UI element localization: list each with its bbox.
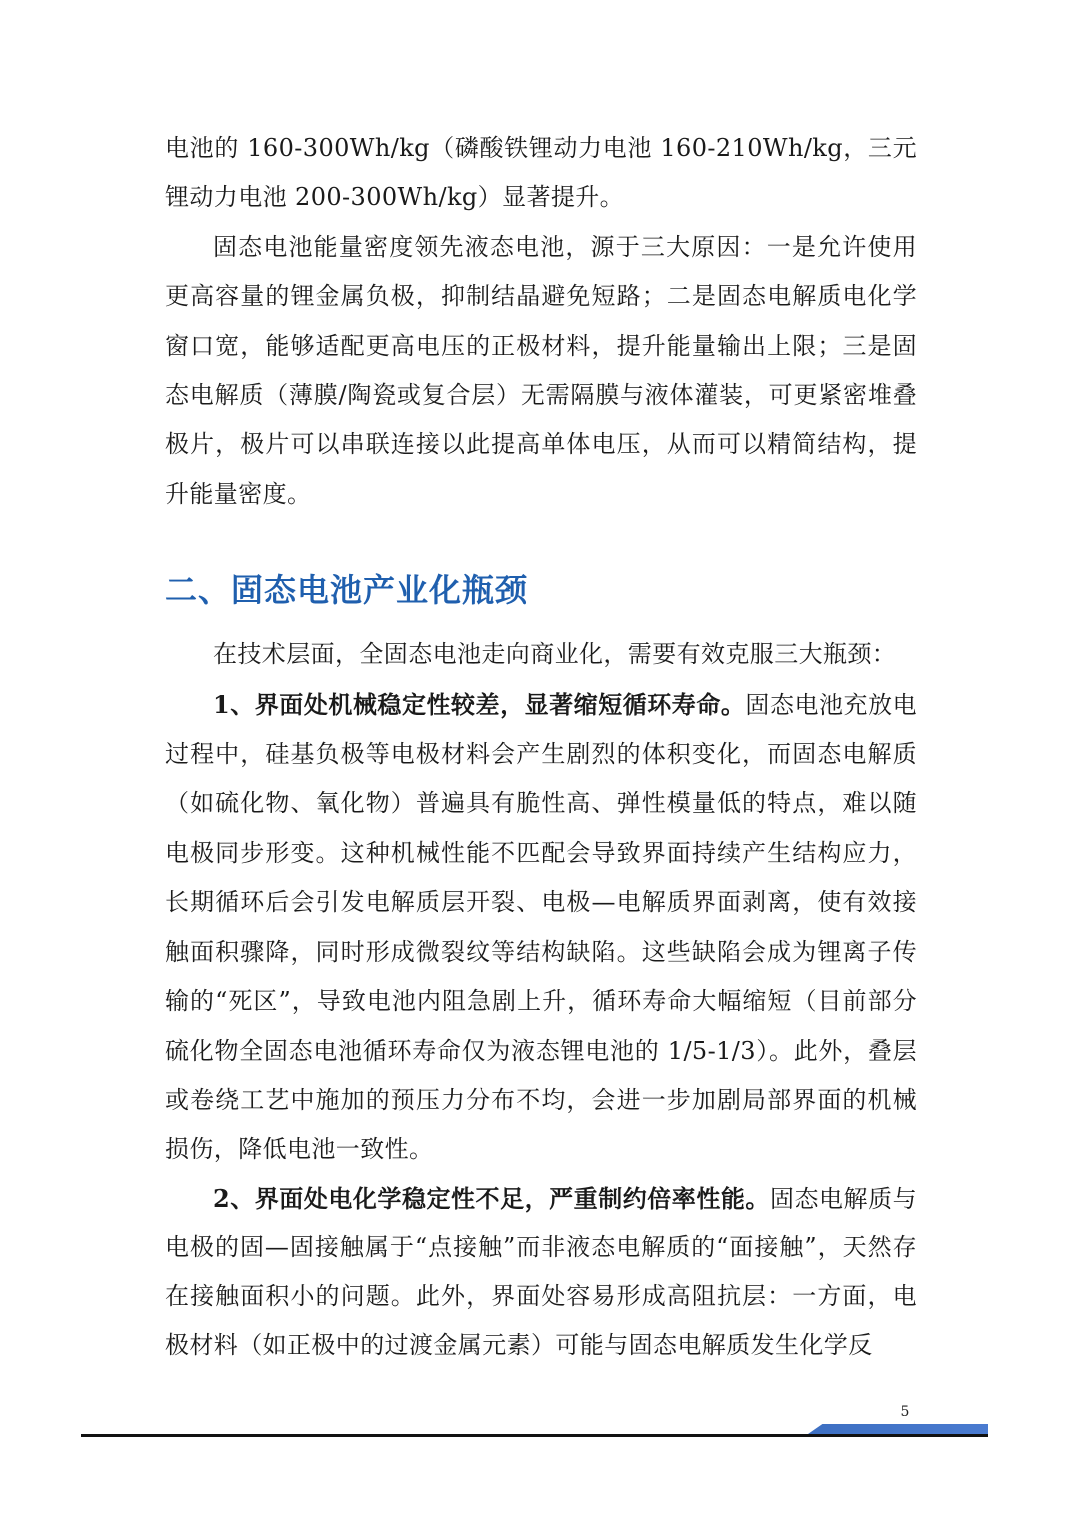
footer-accent-bar bbox=[808, 1424, 988, 1434]
section-heading: 二、固态电池产业化瓶颈 bbox=[165, 571, 529, 610]
footer-rule bbox=[81, 1434, 988, 1437]
page-number: 5 bbox=[900, 1404, 910, 1420]
paragraph-continuation: 电池的 160-300Wh/kg（磷酸铁锂动力电池 160-210Wh/kg，三元锂动力电池 200-300Wh/kg）显著提升。 bbox=[165, 134, 917, 212]
page-content bbox=[165, 124, 917, 1369]
bottleneck-item-1-body: 固态电池充放电过程中，硅基负极等电极材料会产生剧烈的体积变化，而固态电解质（如硫化物、氧化物）普遍具有脆性高、弹性模量低的特点，难以随电极同步形变。这种机械性能不匹配会导致界面持续产生结构应力，长期循环后会引发电解质层开裂、电极—电解质界面剥离，使有效接触面积骤降，同时形成微裂纹等结构缺陷。这些缺陷会成为锂离子传输的“死区”，导致电池内阻急剧上升，循环寿命大幅缩短（目前部分硫化物全固态电池循环寿命仅为液态锂电池的 1/5-1/3）。此外，叠层或卷绕工艺中施加的预压力分布不均，会进一步加剧局部界面的机械损伤，降低电池一致性。 bbox=[165, 690, 917, 1164]
bottleneck-item-1-lead: 1、界面处机械稳定性较差，显著缩短循环寿命。 bbox=[213, 689, 746, 719]
bottleneck-item-2-body: 固态电解质与电极的固—固接触属于“点接触”而非液态电解质的“面接触”，天然存在接触面积小的问题。此外，界面处容易形成高阻抗层：一方面，电极材料（如正极中的过渡金属元素）可能与固态电解质发生化学反 bbox=[165, 1184, 917, 1359]
paragraph-energy-density-reasons: 固态电池能量密度领先液态电池，源于三大原因：一是允许使用更高容量的锂金属负极，抑制结晶避免短路；二是固态电解质电化学窗口宽，能够适配更高电压的正极材料，提升能量输出上限；三是固态电解质（薄膜/陶瓷或复合层）无需隔膜与液体灌装，可更紧密堆叠极片，极片可以串联连接以此提高单体电压，从而可以精简结构，提升能量密度。 bbox=[165, 232, 917, 508]
bottleneck-item-2 bbox=[165, 1175, 917, 1369]
section-intro: 在技术层面，全固态电池走向商业化，需要有效克服三大瓶颈： bbox=[213, 640, 897, 669]
bottleneck-item-1 bbox=[165, 680, 917, 1175]
bottleneck-item-2-lead: 2、界面处电化学稳定性不足，严重制约倍率性能。 bbox=[213, 1183, 770, 1213]
